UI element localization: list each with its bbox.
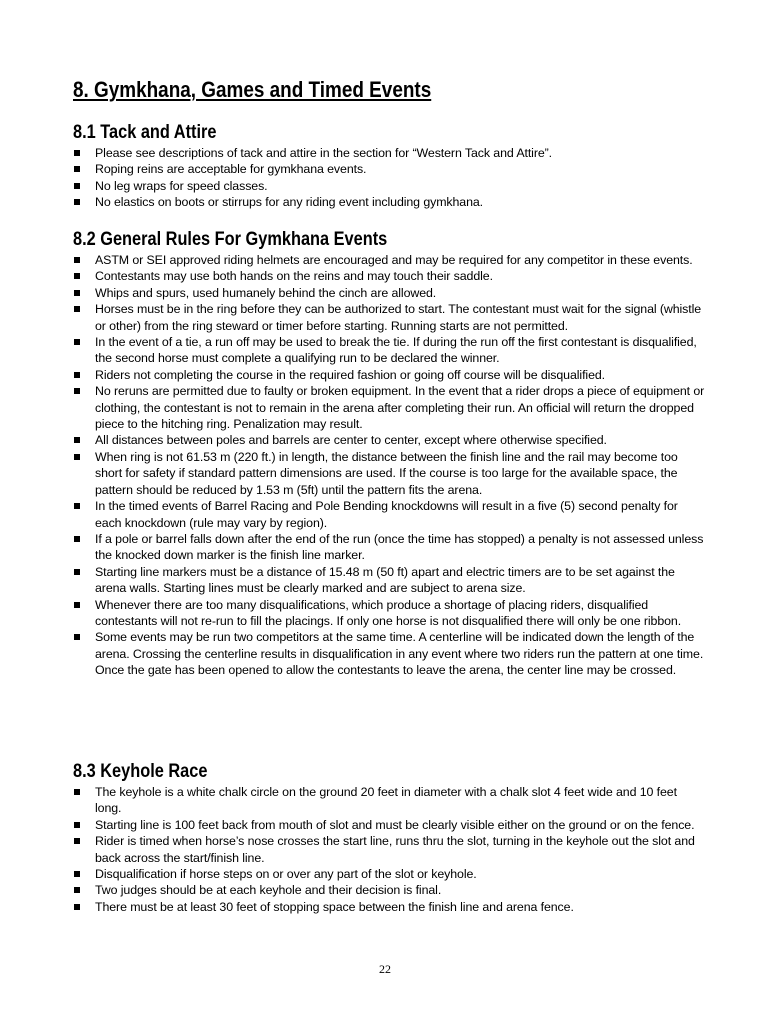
list-item [0, 432, 705, 448]
section-title-general-rules: 8.2 General Rules For Gymkhana Events [73, 229, 388, 250]
list-item-text: Please see descriptions of tack and attire in the section for “Western Tack and Attire”. [95, 146, 553, 160]
list-item [0, 367, 705, 383]
square-bullet-icon [74, 388, 80, 394]
square-bullet-icon [74, 339, 80, 345]
chapter-title: 8. Gymkhana, Games and Timed Events [73, 77, 432, 102]
list-item [0, 145, 705, 161]
tack-and-attire-list [0, 145, 770, 211]
general-rules-list [0, 252, 770, 679]
list-item-text: Whenever there are too many disqualifications, which produce a shortage of placing riders, disqualified contestants will not re-run to fill the placings. If only one horse is not disqualified there will only be one ribbon. [95, 597, 682, 628]
square-bullet-icon [74, 822, 80, 828]
list-item [0, 194, 705, 210]
square-bullet-icon [74, 602, 80, 608]
list-item-text: Rider is timed when horse’s nose crosses the start line, runs thru the slot, turning in the keyhole out the slot and back across the start/finish line. [95, 834, 695, 865]
list-item-text: Horses must be in the ring before they can be authorized to start. The contestant must wait for the signal (whistle or other) from the ring steward or timer before starting. Running starts are not permitted. [95, 302, 702, 333]
square-bullet-icon [74, 871, 80, 877]
list-item [0, 597, 705, 630]
list-item-text: The keyhole is a white chalk circle on the ground 20 feet in diameter with a chalk slot 4 feet wide and 10 feet long. [95, 785, 677, 816]
list-item [0, 252, 705, 268]
square-bullet-icon [74, 536, 80, 542]
list-item [0, 161, 705, 177]
square-bullet-icon [74, 273, 80, 279]
square-bullet-icon [74, 838, 80, 844]
square-bullet-icon [74, 904, 80, 910]
square-bullet-icon [74, 199, 80, 205]
list-item [0, 268, 705, 284]
list-item [0, 784, 705, 817]
square-bullet-icon [74, 306, 80, 312]
square-bullet-icon [74, 166, 80, 172]
list-item-text: No elastics on boots or stirrups for any riding event including gymkhana. [95, 195, 484, 210]
list-item [0, 301, 705, 334]
list-item [0, 498, 705, 531]
list-item-text: No leg wraps for speed classes. [95, 178, 268, 193]
list-item-text: When ring is not 61.53 m (220 ft.) in length, the distance between the finish line and the rail may become too short for safety if standard pattern dimensions are used. If the course is too large for the available space, the pattern should be reduced by 1.53 m (5ft) until the pattern fits the arena. [95, 449, 678, 497]
list-item-text: Some events may be run two competitors at the same time. A centerline will be indicated down the length of the arena. Crossing the centerline results in disqualification in any event where two riders run the pattern at one time. Once the gate has been opened to allow the contestants to leave the arena, the center line may be crossed. [95, 630, 704, 678]
list-item-text: In the event of a tie, a run off may be used to break the tie. If during the run off the first contestant is disqualified, the second horse must complete a qualifying run to be declared the winner. [95, 335, 697, 366]
list-item-text: Starting line is 100 feet back from mouth of slot and must be clearly visible either on the ground or on the fence. [95, 817, 695, 832]
list-item [0, 564, 705, 597]
square-bullet-icon [74, 183, 80, 189]
list-item [0, 866, 705, 882]
list-item-text: All distances between poles and barrels are center to center, except where otherwise specified. [95, 433, 607, 448]
list-item-text: ASTM or SEI approved riding helmets are encouraged and may be required for any competitor in these events. [95, 253, 693, 267]
list-item-text: Contestants may use both hands on the reins and may touch their saddle. [95, 269, 493, 284]
list-item [0, 531, 705, 564]
square-bullet-icon [74, 887, 80, 893]
list-item-text: No reruns are permitted due to faulty or broken equipment. In the event that a rider drops a piece of equipment or clothing, the contestant is not to remain in the arena after completing their run. An official will return the dropped piece to the hitching ring. Penalization may result. [95, 384, 705, 432]
list-item [0, 178, 705, 194]
square-bullet-icon [74, 372, 80, 378]
square-bullet-icon [74, 634, 80, 640]
list-item [0, 285, 705, 301]
square-bullet-icon [74, 437, 80, 443]
keyhole-race-list [0, 784, 770, 915]
list-item [0, 882, 705, 898]
list-item-text: Two judges should be at each keyhole and their decision is final. [95, 883, 442, 898]
square-bullet-icon [74, 789, 80, 795]
square-bullet-icon [74, 150, 80, 156]
list-item-text: In the timed events of Barrel Racing and Pole Bending knockdowns will result in a five (5) second penalty for each knockdown (rule may vary by region). [95, 499, 678, 530]
square-bullet-icon [74, 569, 80, 575]
list-item-text: Riders not completing the course in the required fashion or going off course will be disqualified. [95, 367, 605, 382]
list-item [0, 449, 705, 498]
list-item-text: There must be at least 30 feet of stopping space between the finish line and arena fence. [95, 899, 574, 914]
list-item-text: If a pole or barrel falls down after the end of the run (once the time has stopped) a penalty is not assessed unless the knocked down marker is the finish line marker. [95, 531, 704, 563]
square-bullet-icon [74, 503, 80, 509]
list-item [0, 334, 705, 367]
list-item-text: Starting line markers must be a distance of 15.48 m (50 ft) apart and electric timers are to be set against the arena walls. Starting lines must be clearly marked and are subject to arena size. [95, 564, 675, 596]
square-bullet-icon [74, 290, 80, 296]
list-item-text: Disqualification if horse steps on or over any part of the slot or keyhole. [95, 867, 477, 882]
square-bullet-icon [74, 454, 80, 460]
section-title-tack-and-attire: 8.1 Tack and Attire [73, 122, 217, 143]
list-item [0, 817, 705, 833]
list-item [0, 629, 705, 678]
page-number: 22 [379, 962, 391, 976]
section-title-keyhole-race: 8.3 Keyhole Race [73, 761, 208, 782]
list-item [0, 383, 705, 432]
list-item-text: Roping reins are acceptable for gymkhana events. [95, 162, 367, 177]
square-bullet-icon [74, 257, 80, 263]
list-item-text: Whips and spurs, used humanely behind the cinch are allowed. [95, 285, 437, 300]
list-item [0, 833, 705, 866]
list-item [0, 899, 705, 915]
